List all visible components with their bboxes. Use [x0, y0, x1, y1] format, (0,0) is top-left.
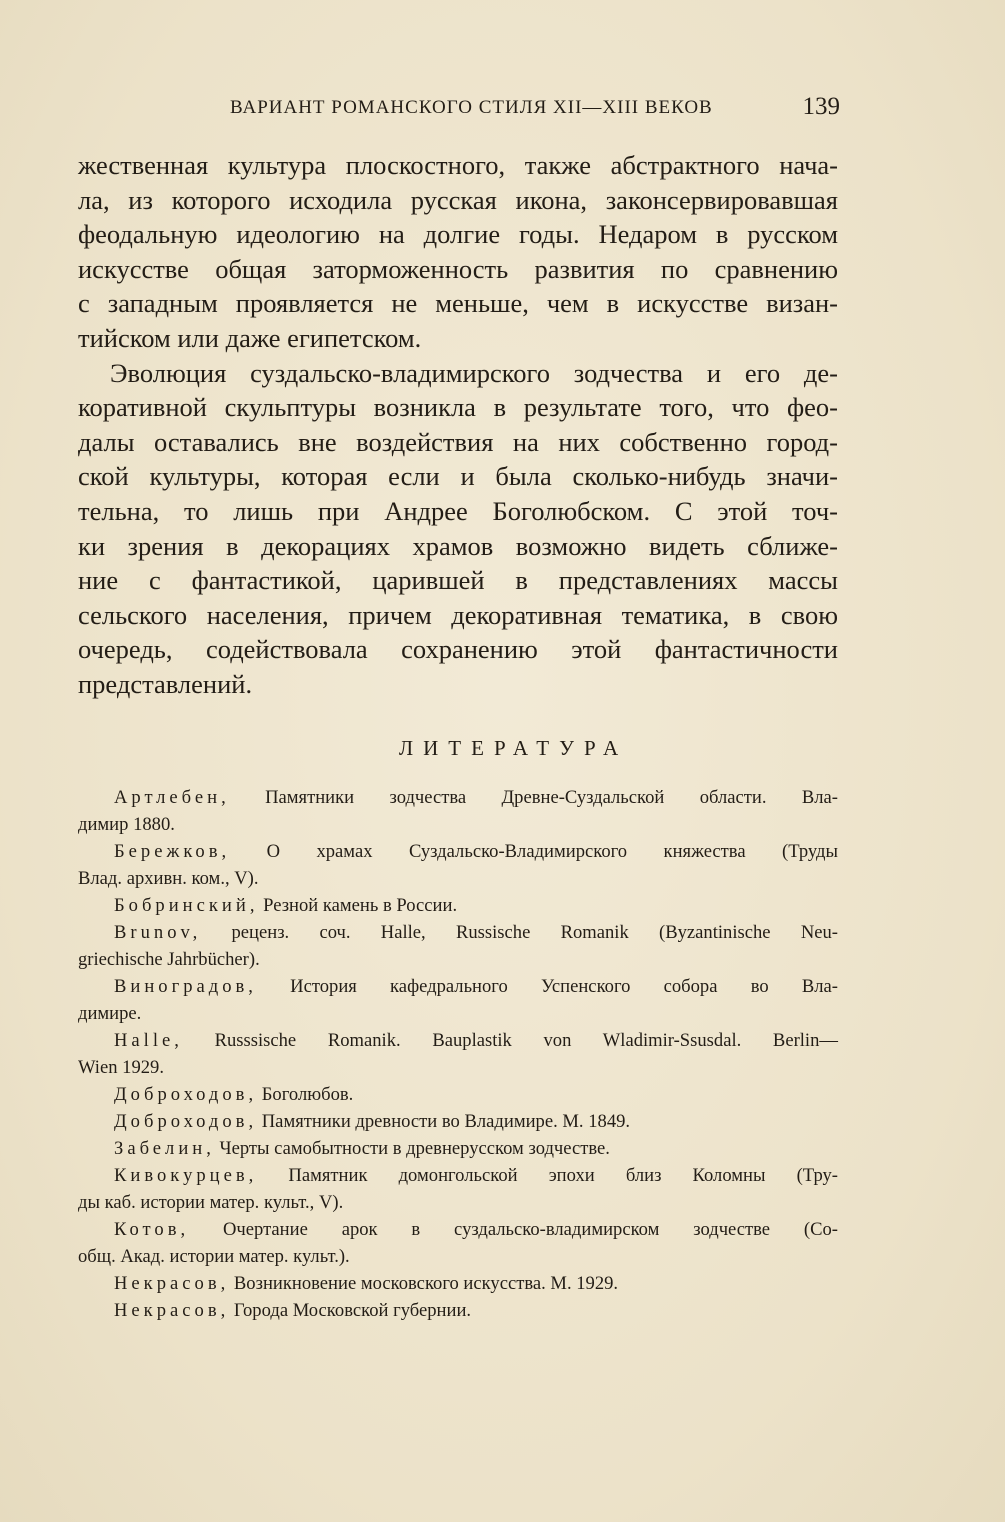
bib-text: История кафедрального Успенского собора во Вла-	[256, 976, 838, 997]
text-line: очередь, содействовала сохранению этой фантастичности	[78, 634, 838, 665]
bib-author: Доброходов,	[114, 1084, 258, 1105]
running-header-title: ВАРИАНТ РОМАНСКОГО СТИЛЯ XII—XIII ВЕКОВ	[230, 97, 713, 118]
bib-text: Боголюбов.	[257, 1084, 354, 1105]
bib-author: Бережков,	[114, 841, 231, 862]
bib-line	[78, 1081, 838, 1108]
text-line: Эволюция суздальско-владимирского зодчества и его де-	[110, 357, 838, 388]
bib-line	[78, 1000, 838, 1027]
text-line: жественная культура плоскостного, также абстрактного нача-	[78, 150, 838, 180]
bib-line	[78, 1189, 838, 1216]
bib-text: Памятники древности во Владимире. М. 1849.	[257, 1111, 631, 1132]
bib-text: димире.	[78, 1003, 142, 1024]
bib-line	[78, 1162, 838, 1189]
bib-author: Доброходов,	[114, 1111, 258, 1132]
bib-text: Wien 1929.	[78, 1057, 165, 1078]
bib-line	[78, 1270, 838, 1297]
bib-text: Возникновение московского искусства. М. 1929.	[229, 1273, 619, 1294]
bib-author: Некрасов,	[114, 1300, 230, 1321]
bib-text: димир 1880.	[78, 814, 175, 835]
bib-text: ды каб. истории матер. культ., V).	[78, 1192, 344, 1213]
bib-line	[78, 892, 838, 919]
page-number: 139	[802, 93, 840, 120]
bib-author: Котов,	[114, 1219, 190, 1240]
bib-text: реценз. соч. Halle, Russische Romanik (Byzantinische Neu-	[201, 922, 838, 943]
bib-line	[78, 1297, 838, 1324]
text-line: ки зрения в декорациях храмов возможно видеть сближе-	[78, 530, 838, 561]
bib-author: Некрасов,	[114, 1273, 230, 1294]
bib-line	[78, 1027, 838, 1054]
bib-text: Города Московской губернии.	[229, 1300, 472, 1321]
bibliography	[78, 784, 838, 1324]
bib-line	[78, 973, 838, 1000]
bib-author: Brunov,	[114, 922, 202, 943]
bib-author: Halle,	[114, 1030, 183, 1051]
text-line: с западным проявляется не меньше, чем в искусстве визан-	[78, 288, 838, 319]
bib-line	[78, 865, 838, 892]
bib-line	[78, 838, 838, 865]
text-line: тельна, то лишь при Андрее Боголюбском. С этой точ-	[78, 495, 838, 526]
bib-author: Виноградов,	[114, 976, 257, 997]
bib-line	[78, 1054, 838, 1081]
text-line: ние с фантастикой, царившей в представлениях массы	[78, 565, 838, 596]
bib-author: Забелин,	[114, 1138, 215, 1159]
text-line: тийском или даже египетском.	[78, 322, 422, 353]
bib-text: Очертание арок в суздальско-владимирском зодчестве (Со-	[189, 1219, 838, 1240]
text-line: ской культуры, которая если и была сколько-нибудь значи-	[78, 461, 838, 492]
bib-text: Резной камень в России.	[258, 895, 458, 916]
bib-text: Памятники зодчества Древне-Суздальской области. Вла-	[229, 787, 838, 808]
bib-text: griechische Jahrbücher).	[78, 949, 260, 970]
bib-line	[78, 811, 838, 838]
text-line: ла, из которого исходила русская икона, законсервировавшая	[78, 184, 838, 215]
bib-text: Черты самобытности в древнерусском зодчестве.	[214, 1138, 610, 1159]
text-line: сельского населения, причем декоративная тематика, в свою	[78, 599, 838, 630]
text-line: представлений.	[78, 668, 253, 699]
bib-author: Артлебен,	[114, 787, 230, 808]
bib-text: Влад. архивн. ком., V).	[78, 868, 259, 889]
bib-author: Кивокурцев,	[114, 1165, 258, 1186]
bib-line	[78, 919, 838, 946]
bib-line	[78, 1243, 838, 1270]
bib-text: О храмах Суздальско-Владимирского княжества (Труды	[230, 841, 838, 862]
main-text	[78, 148, 838, 702]
bib-line	[78, 946, 838, 973]
bib-line	[78, 1108, 838, 1135]
bib-text: общ. Акад. истории матер. культ.).	[78, 1246, 350, 1267]
bib-line	[78, 1135, 838, 1162]
bib-author: Бобринский,	[114, 895, 259, 916]
bib-text: Памятник домонгольской эпохи близ Коломны (Тру-	[257, 1165, 838, 1186]
text-line: искусстве общая заторможенность развития по сравнению	[78, 253, 838, 284]
text-line: феодальную идеологию на долгие годы. Недаром в русском	[78, 219, 838, 250]
text-line: далы оставались вне воздействия на них собственно город-	[78, 426, 838, 457]
running-header	[230, 93, 840, 125]
text-line: коративной скульптуры возникла в результате того, что фео-	[78, 392, 838, 423]
bib-line	[78, 1216, 838, 1243]
literature-heading: ЛИТЕРАТУРА	[398, 736, 629, 760]
bib-line	[78, 784, 838, 811]
bib-text: Russsische Romanik. Bauplastik von Wladimir-Ssusdal. Berlin—	[182, 1030, 838, 1051]
